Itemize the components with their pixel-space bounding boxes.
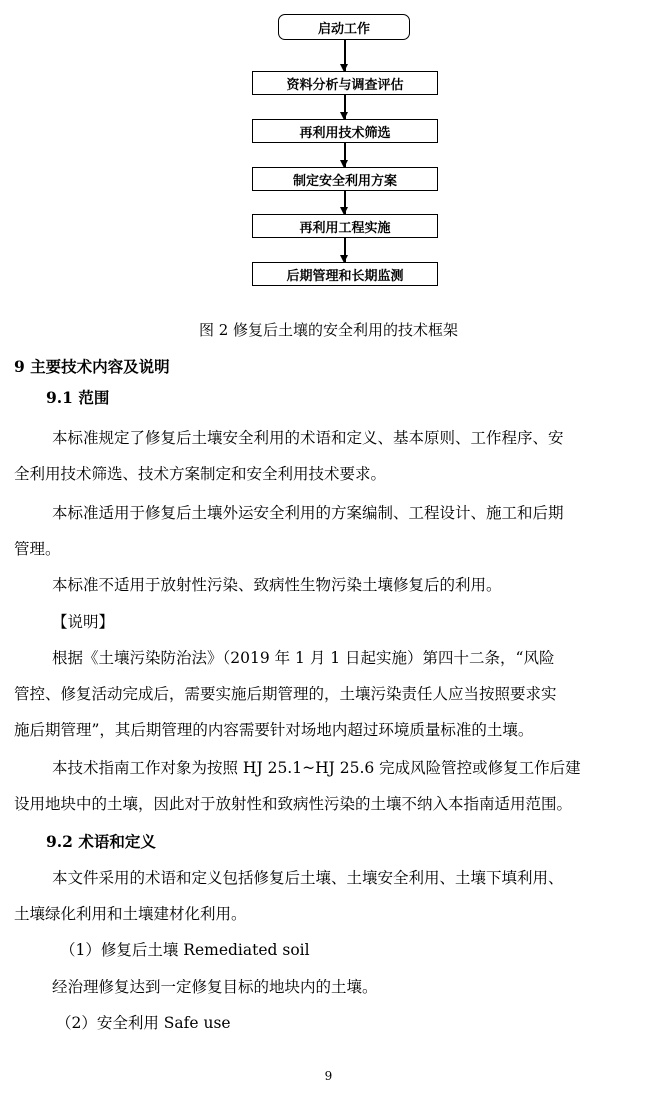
figure-caption: 图 2 修复后土壤的安全利用的技术框架 [198,321,459,339]
term-definition: 经治理修复达到一定修复目标的地块内的土壤。 [52,978,378,996]
flow-step-2: 再利用技术筛选 [252,119,438,143]
paragraph-line: 管理。 [14,540,61,558]
paragraph-line: 全利用技术筛选、技术方案制定和安全利用技术要求。 [14,465,387,483]
paragraph-line: 管控、修复活动完成后，需要实施后期管理的，土壤污染责任人应当按照要求实 [14,685,557,703]
flow-step-4: 再利用工程实施 [252,214,438,238]
paragraph-line: 本文件采用的术语和定义包括修复后土壤、土壤安全利用、土壤下填利用、 [52,869,564,887]
subsection-heading-terms: 9.2 术语和定义 [46,832,156,851]
flow-arrow [344,191,346,214]
note-label: 【说明】 [52,613,115,631]
flow-arrow [344,40,346,71]
term-heading: （2）安全利用 Safe use [56,1014,231,1032]
page-number: 9 [324,1069,333,1083]
paragraph-line: 本标准不适用于放射性污染、致病性生物污染土壤修复后的利用。 [52,576,502,594]
subsection-heading-scope: 9.1 范围 [46,388,110,407]
paragraph-line: 本技术指南工作对象为按照 HJ 25.1~HJ 25.6 完成风险管控或修复工作后建 [52,759,581,777]
section-heading: 9 主要技术内容及说明 [14,357,170,376]
flow-arrow [344,143,346,167]
flow-step-3: 制定安全利用方案 [252,167,438,191]
flow-start-box: 启动工作 [278,14,410,40]
flow-step-5: 后期管理和长期监测 [252,262,438,286]
flow-arrow [344,238,346,262]
paragraph-line: 本标准适用于修复后土壤外运安全利用的方案编制、工程设计、施工和后期 [52,504,564,522]
paragraph-line: 土壤绿化利用和土壤建材化利用。 [14,905,247,923]
paragraph-line: 施后期管理”，其后期管理的内容需要针对场地内超过环境质量标准的土壤。 [14,721,534,739]
term-heading: （1）修复后土壤 Remediated soil [60,941,310,959]
flow-step-1: 资料分析与调查评估 [252,71,438,95]
flow-arrow [344,95,346,119]
paragraph-line: 本标准规定了修复后土壤安全利用的术语和定义、基本原则、工作程序、安 [52,429,564,447]
paragraph-line: 设用地块中的土壤，因此对于放射性和致病性污染的土壤不纳入本指南适用范围。 [14,795,573,813]
paragraph-line: 根据《土壤污染防治法》（2019 年 1 月 1 日起实施）第四十二条，“风险 [52,649,555,667]
